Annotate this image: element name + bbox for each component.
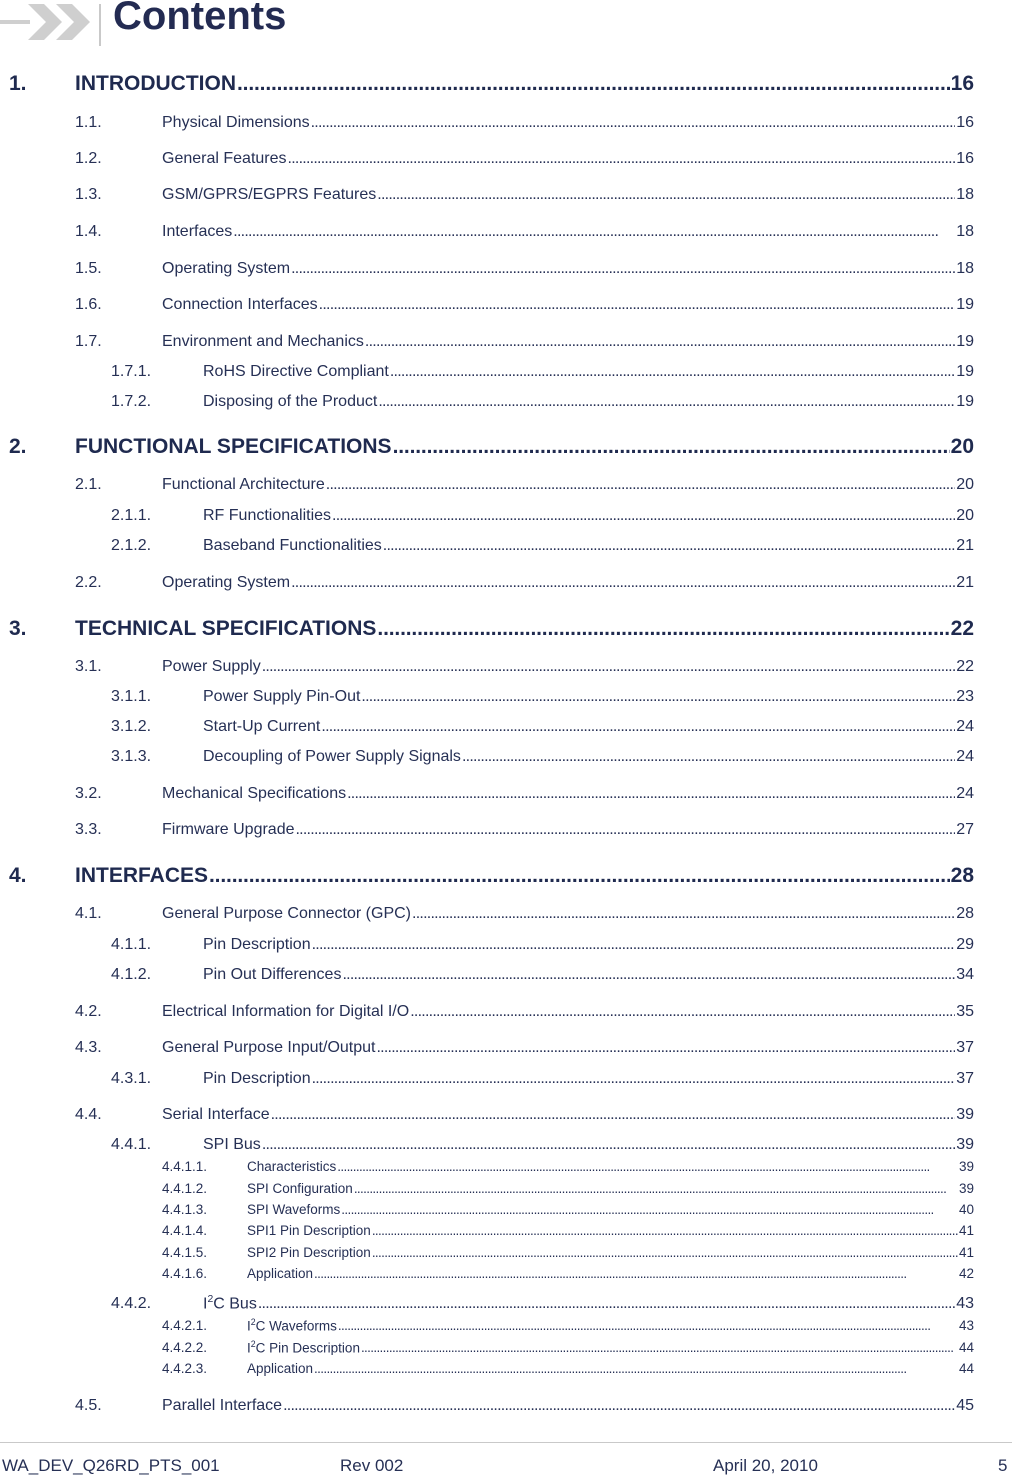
toc-entry-label: Pin Description [203,936,311,953]
toc-entry-label: Characteristics [247,1159,337,1174]
toc-entry-label: $I^2C$ Bus [203,1293,257,1312]
toc-entry-page: 16 [956,114,974,131]
toc-entry-number: 4.4.1.5. [162,1245,208,1260]
toc-entry-level-2[interactable] [75,474,974,494]
toc-dot-leader [361,1340,958,1355]
toc-entry-label: SPI Configuration [247,1181,353,1196]
toc-entry-number: 4.4.1.3. [162,1202,208,1217]
toc-entry-label: INTRODUCTION [75,72,236,95]
toc-dot-leader [314,1266,958,1281]
toc-entry-label: Application [247,1266,314,1281]
toc-entry-page: 22 [950,617,974,640]
toc-entry-label: Firmware Upgrade [162,821,295,838]
toc-entry-label: Power Supply Pin-Out [203,688,361,705]
toc-entry-number: 3. [9,617,27,640]
toc-entry-page: 18 [956,260,974,277]
toc-dot-leader [262,658,955,676]
footer-doc-id: WA_DEV_Q26RD_PTS_001 [2,1456,220,1475]
toc-entry-page: 16 [956,150,974,167]
toc-entry-page: 28 [950,864,974,887]
toc-entry-label: $I^2C$ Waveforms [247,1317,337,1333]
toc-entry-label: General Features [162,150,287,167]
toc-dot-leader [412,905,955,923]
toc-entry-label: $I^2C$ Pin Description [247,1339,360,1355]
toc-entry-number: 3.1.1. [111,688,152,705]
toc-dot-leader [377,186,955,204]
toc-entry-level-1[interactable] [9,70,974,96]
toc-entry-page: 19 [956,363,974,380]
toc-dot-leader [271,1106,956,1124]
toc-entry-number: 1.6. [75,296,102,313]
toc-entry-number: 4.1. [75,905,102,922]
toc-dot-leader [312,1070,956,1088]
toc-entry-label: RoHS Directive Compliant [203,363,389,380]
toc-entry-level-3[interactable] [111,391,974,411]
toc-entry-number: 4.4. [75,1106,102,1123]
toc-entry-level-2[interactable] [75,819,974,839]
toc-entry-number: 4.4.1.2. [162,1181,208,1196]
toc-entry-number: 2.1.1. [111,507,152,524]
toc-entry-label: Baseband Functionalities [203,537,382,554]
toc-entry-number: 4.4.2. [111,1295,152,1312]
toc-entry-level-2[interactable] [75,184,974,204]
toc-entry-page: 39 [956,1106,974,1123]
toc-dot-leader [383,537,955,555]
toc-entry-number: 4.4.1.6. [162,1266,208,1281]
toc-entry-level-3[interactable] [111,1134,974,1154]
toc-entry-page: 35 [956,1003,974,1020]
toc-entry-number: 3.3. [75,821,102,838]
toc-entry-level-3[interactable] [111,716,974,736]
toc-entry-level-2[interactable] [75,572,974,592]
toc-entry-level-2[interactable] [75,1001,974,1021]
toc-entry-label: INTERFACES [75,864,209,887]
toc-entry-label: Application [247,1361,314,1376]
toc-entry-level-2[interactable] [75,112,974,132]
toc-entry-page: 42 [958,1266,974,1281]
toc-entry-label: General Purpose Input/Output [162,1039,376,1056]
toc-entry-level-4[interactable] [162,1265,974,1281]
toc-dot-leader [283,1397,955,1415]
toc-entry-page: 34 [956,966,974,983]
toc-dot-leader [338,1318,958,1333]
toc-entry-number: 1. [9,72,27,95]
toc-entry-page: 44 [958,1340,974,1355]
toc-entry-page: 20 [956,507,974,524]
toc-dot-leader [262,1136,955,1154]
toc-entry-level-2[interactable] [75,903,974,923]
footer-page-number: 5 [998,1456,1008,1475]
toc-entry-page: 18 [956,223,974,240]
toc-entry-level-1[interactable] [9,615,974,641]
toc-dot-leader [314,1361,958,1376]
toc-entry-number: 4.2. [75,1003,102,1020]
toc-entry-page: 45 [956,1397,974,1414]
toc-dot-leader [372,1223,958,1238]
toc-entry-label: Mechanical Specifications [162,785,347,802]
toc-entry-number: 1.2. [75,150,102,167]
toc-entry-level-3[interactable] [111,535,974,555]
toc-entry-number: 4.4.2.1. [162,1318,208,1333]
toc-dot-leader [410,1003,955,1021]
header-divider [99,4,101,46]
toc-entry-label: TECHNICAL SPECIFICATIONS [75,617,377,640]
toc-entry-label: SPI1 Pin Description [247,1223,371,1238]
toc-entry-page: 41 [958,1223,974,1238]
toc-entry-page: 21 [956,537,974,554]
toc-entry-page: 18 [956,186,974,203]
toc-entry-label: Connection Interfaces [162,296,318,313]
toc-entry-number: 1.7.2. [111,393,152,410]
toc-dot-leader [237,72,950,96]
toc-entry-number: 4.3. [75,1039,102,1056]
toc-dot-leader [342,966,955,984]
toc-entry-number: 4.3.1. [111,1070,152,1087]
toc-entry-level-2[interactable] [75,258,974,278]
toc-entry-number: 3.2. [75,785,102,802]
toc-entry-level-2[interactable] [75,294,974,314]
toc-entry-number: 1.7. [75,333,102,350]
toc-entry-level-4[interactable] [162,1360,974,1376]
toc-dot-leader [233,223,955,241]
toc-entry-number: 4.1.2. [111,966,152,983]
toc-entry-page: 16 [950,72,974,95]
toc-entry-label: Decoupling of Power Supply Signals [203,748,461,765]
toc-entry-number: 2.2. [75,574,102,591]
toc-entry-level-4[interactable] [162,1201,974,1217]
toc-entry-number: 1.7.1. [111,363,152,380]
toc-entry-page: 24 [956,718,974,735]
toc-dot-leader [319,296,956,314]
toc-entry-number: 4. [9,864,27,887]
toc-entry-page: 37 [956,1039,974,1056]
page-title: Contents [113,0,287,38]
toc-dot-leader [326,476,955,494]
toc-entry-label: FUNCTIONAL SPECIFICATIONS [75,435,392,458]
toc-entry-label: Physical Dimensions [162,114,310,131]
toc-entry-label: Serial Interface [162,1106,270,1123]
toc-entry-page: 37 [956,1070,974,1087]
toc-dot-leader [312,936,956,954]
toc-dot-leader [376,1039,955,1057]
toc-entry-page: 43 [956,1295,974,1312]
toc-entry-number: 1.5. [75,260,102,277]
toc-dot-leader [337,1159,958,1174]
toc-dot-leader [462,748,955,766]
toc-entry-label: General Purpose Connector (GPC) [162,905,411,922]
toc-dot-leader [311,114,956,132]
toc-entry-level-2[interactable] [75,221,974,241]
toc-entry-level-1[interactable] [9,433,974,459]
footer-divider [0,1442,1012,1443]
toc-entry-level-4[interactable] [162,1180,974,1196]
toc-dot-leader [347,785,955,803]
toc-entry-label: Interfaces [162,223,233,240]
toc-entry-label: SPI Bus [203,1136,261,1153]
chevron-logo-icon [0,0,100,48]
toc-entry-number: 2. [9,435,27,458]
toc-entry-level-4[interactable] [162,1339,974,1355]
toc-entry-level-3[interactable] [111,1293,974,1313]
toc-entry-page: 40 [958,1202,974,1217]
toc-entry-page: 39 [958,1159,974,1174]
page-header [0,0,1012,48]
toc-entry-label: Power Supply [162,658,261,675]
footer-revision: Rev 002 [340,1456,404,1475]
toc-entry-page: 24 [956,748,974,765]
toc-entry-label: SPI2 Pin Description [247,1245,371,1260]
toc-entry-level-3[interactable] [111,1068,974,1088]
toc-dot-leader [354,1181,958,1196]
toc-entry-page: 21 [956,574,974,591]
toc-entry-level-4[interactable] [162,1158,974,1174]
toc-entry-label: SPI Waveforms [247,1202,341,1217]
toc-entry-page: 28 [956,905,974,922]
toc-entry-number: 4.4.2.2. [162,1340,208,1355]
toc-entry-number: 2.1. [75,476,102,493]
toc-entry-page: 19 [956,393,974,410]
toc-dot-leader [209,864,950,888]
toc-entry-level-3[interactable] [111,361,974,381]
toc-entry-label: Operating System [162,260,291,277]
toc-entry-level-2[interactable] [75,1104,974,1124]
toc-entry-page: 29 [956,936,974,953]
toc-entry-level-4[interactable] [162,1222,974,1238]
toc-entry-number: 4.5. [75,1397,102,1414]
toc-entry-level-3[interactable] [111,934,974,954]
toc-entry-number: 1.3. [75,186,102,203]
toc-entry-level-4[interactable] [162,1317,974,1333]
toc-entry-page: 19 [956,296,974,313]
toc-entry-page: 39 [958,1181,974,1196]
toc-entry-number: 1.4. [75,223,102,240]
toc-entry-level-3[interactable] [111,505,974,525]
toc-entry-label: Disposing of the Product [203,393,378,410]
toc-entry-level-2[interactable] [75,656,974,676]
toc-entry-page: 19 [956,333,974,350]
toc-entry-label: Operating System [162,574,291,591]
toc-entry-label: RF Functionalities [203,507,332,524]
toc-entry-number: 4.4.1.4. [162,1223,208,1238]
toc-entry-label: Pin Out Differences [203,966,342,983]
toc-dot-leader [291,260,955,278]
toc-entry-label: Environment and Mechanics [162,333,364,350]
toc-entry-number: 4.4.1. [111,1136,152,1153]
toc-dot-leader [377,617,949,641]
toc-entry-number: 4.4.1.1. [162,1159,208,1174]
toc-entry-level-3[interactable] [111,964,974,984]
toc-entry-level-2[interactable] [75,783,974,803]
toc-entry-number: 3.1. [75,658,102,675]
toc-entry-page: 20 [950,435,974,458]
toc-dot-leader [332,507,955,525]
toc-entry-page: 44 [958,1361,974,1376]
toc-entry-level-2[interactable] [75,1037,974,1057]
toc-entry-page: 43 [958,1318,974,1333]
toc-dot-leader [390,363,955,381]
toc-entry-level-4[interactable] [162,1244,974,1260]
toc-entry-page: 24 [956,785,974,802]
toc-entry-label: GSM/GPRS/EGPRS Features [162,186,377,203]
toc-entry-level-3[interactable] [111,686,974,706]
toc-entry-label: Pin Description [203,1070,311,1087]
toc-entry-number: 4.4.2.3. [162,1361,208,1376]
toc-dot-leader [291,574,955,592]
toc-dot-leader [258,1295,955,1313]
toc-entry-level-1[interactable] [9,862,974,888]
toc-entry-number: 3.1.2. [111,718,152,735]
toc-entry-label: Electrical Information for Digital I/O [162,1003,410,1020]
toc-dot-leader [372,1245,958,1260]
toc-entry-number: 1.1. [75,114,102,131]
toc-entry-page: 23 [956,688,974,705]
toc-dot-leader [378,393,955,411]
toc-entry-level-2[interactable] [75,1395,974,1415]
toc-entry-number: 2.1.2. [111,537,152,554]
toc-entry-page: 41 [958,1245,974,1260]
toc-entry-number: 4.1.1. [111,936,152,953]
toc-dot-leader [361,688,955,706]
toc-entry-label: Functional Architecture [162,476,325,493]
toc-entry-page: 27 [956,821,974,838]
toc-dot-leader [295,821,955,839]
footer-date: April 20, 2010 [713,1456,818,1475]
toc-entry-label: Start-Up Current [203,718,321,735]
toc-entry-page: 39 [956,1136,974,1153]
toc-entry-page: 20 [956,476,974,493]
toc-dot-leader [365,333,955,351]
toc-entry-page: 22 [956,658,974,675]
toc-entry-level-2[interactable] [75,331,974,351]
toc-entry-number: 3.1.3. [111,748,152,765]
toc-entry-level-2[interactable] [75,148,974,168]
toc-dot-leader [341,1202,958,1217]
toc-dot-leader [321,718,955,736]
toc-dot-leader [393,435,950,459]
toc-entry-level-3[interactable] [111,746,974,766]
toc-dot-leader [288,150,956,168]
toc-entry-label: Parallel Interface [162,1397,283,1414]
